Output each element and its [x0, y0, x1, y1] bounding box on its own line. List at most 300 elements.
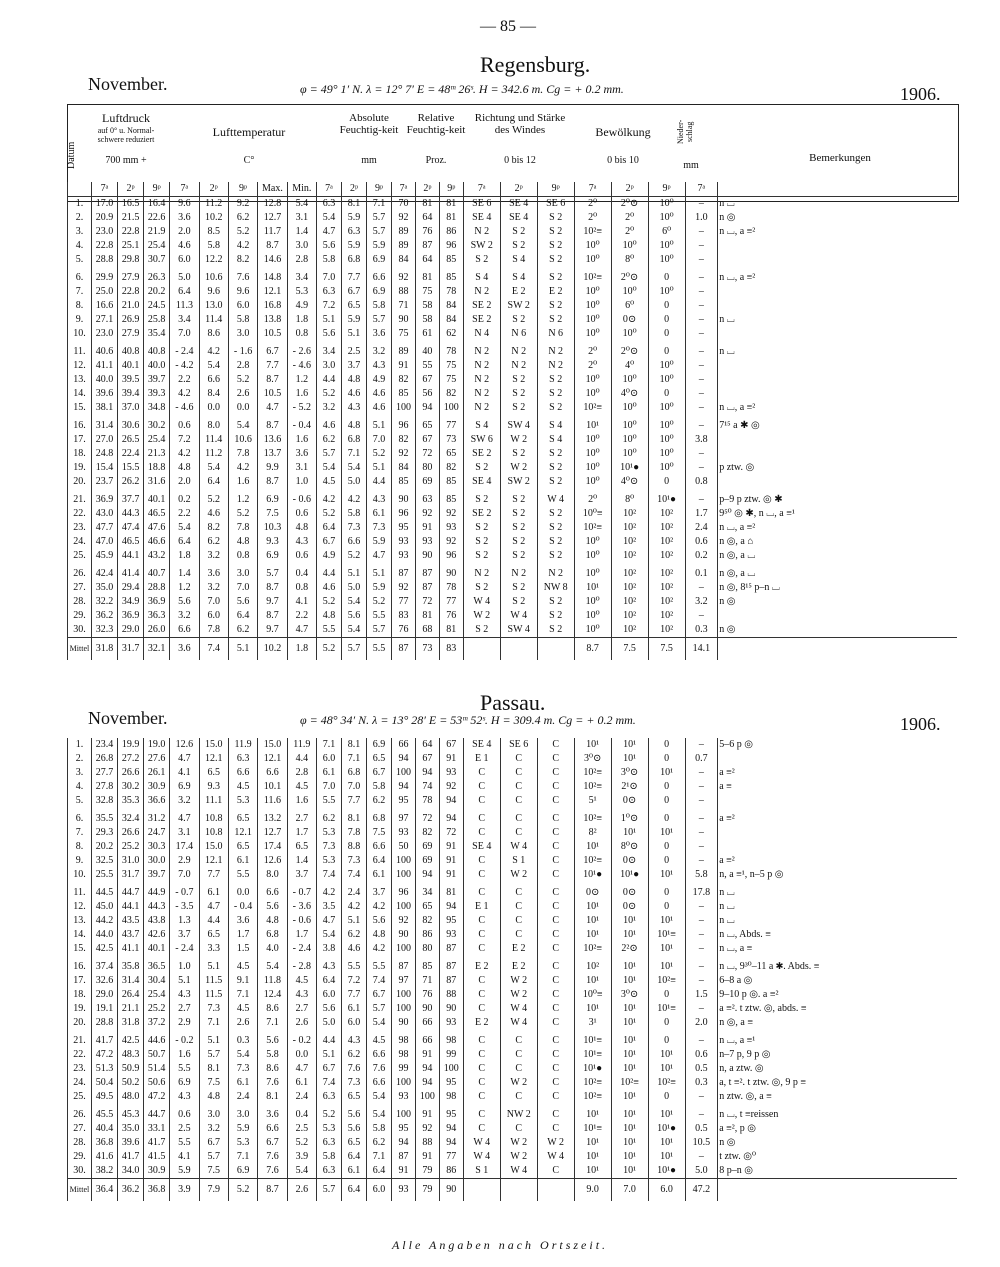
cell-temp-max: 5.6	[258, 1034, 287, 1048]
cell-cloud-9p: 0	[648, 854, 685, 868]
cell-temp-9p: 6.3	[228, 752, 257, 766]
cell-cloud-7a: 10¹	[574, 1108, 611, 1122]
cell-cloud-7a: 10¹	[574, 840, 611, 854]
cell-rel-hum-2p: 86	[415, 928, 439, 942]
mean-temp-9p: 5.2	[228, 1179, 257, 1202]
cell-temp-7a: 4.1	[170, 1150, 199, 1164]
cell-pressure-9p: 26.3	[144, 271, 170, 285]
cell-rel-hum-9p: 91	[439, 840, 463, 854]
cell-cloud-2p: 10⁰	[611, 285, 648, 299]
cell-pressure-9p: 51.4	[144, 1062, 170, 1076]
cell-cloud-9p: 0	[648, 271, 685, 285]
cell-temp-7a: 12.6	[170, 738, 199, 752]
cell-cloud-7a: 10¹≡	[574, 1048, 611, 1062]
cell-pressure-2p: 44.3	[118, 507, 144, 521]
cell-cloud-7a: 10⁰	[574, 475, 611, 489]
table-row	[68, 752, 958, 766]
cell-cloud-9p: 10⁰	[648, 433, 685, 447]
cell-temp-min: 4.3	[287, 535, 316, 549]
cell-abs-hum-7a: 4.7	[317, 225, 342, 239]
cell-wind-2p: W 2	[500, 1150, 537, 1164]
subheader-cloud-7a: 7ᵃ	[574, 182, 611, 197]
cell-pressure-2p: 34.0	[118, 1164, 144, 1179]
cell-abs-hum-7a: 5.2	[317, 1108, 342, 1122]
cell-cloud-9p: 10²≡	[648, 1076, 685, 1090]
cell-rel-hum-7a: 100	[392, 766, 416, 780]
cell-cloud-9p: 10⁰	[648, 253, 685, 267]
cell-abs-hum-7a: 5.4	[317, 461, 342, 475]
cell-pressure-9p: 20.2	[144, 285, 170, 299]
cell-wind-2p: E 2	[500, 285, 537, 299]
cell-precipitation: 2.4	[685, 521, 718, 535]
mean-pressure-7a: 36.4	[91, 1179, 117, 1202]
cell-abs-hum-2p: 6.4	[342, 1150, 367, 1164]
cell-wind-2p: N 2	[500, 359, 537, 373]
cell-wind-2p: S 2	[500, 313, 537, 327]
cell-abs-hum-9p: 6.4	[367, 854, 392, 868]
table-row	[68, 521, 958, 535]
cell-temp-min: - 4.6	[287, 359, 316, 373]
cell-abs-hum-2p: 4.2	[342, 900, 367, 914]
cell-wind-2p: SW 4	[500, 623, 537, 638]
cell-temp-7a: 4.7	[170, 752, 199, 766]
cell-remarks: 6–8 a ◎	[718, 974, 957, 988]
cell-temp-9p: 6.0	[228, 299, 257, 313]
cell-cloud-2p: 10¹	[611, 752, 648, 766]
cell-temp-2p: 11.5	[199, 974, 228, 988]
cell-temp-2p: 3.2	[199, 581, 228, 595]
cell-rel-hum-2p: 67	[415, 373, 439, 387]
cell-temp-min: - 0.2	[287, 1034, 316, 1048]
cell-temp-9p: 1.5	[228, 942, 257, 956]
cell-wind-2p: W 4	[500, 1002, 537, 1016]
cell-wind-2p: N 2	[500, 345, 537, 359]
cell-precipitation: 0.1	[685, 567, 718, 581]
cell-cloud-7a: 10²≡	[574, 854, 611, 868]
cell-pressure-7a: 50.4	[91, 1076, 117, 1090]
cell-pressure-2p: 25.1	[118, 239, 144, 253]
month-label-passau: November.	[88, 708, 168, 728]
cell-temp-9p: 4.2	[228, 461, 257, 475]
cell-abs-hum-2p: 5.0	[342, 475, 367, 489]
cell-day: 2.	[68, 752, 92, 766]
cell-pressure-2p: 43.5	[118, 914, 144, 928]
table-row	[68, 794, 958, 808]
cell-day: 27.	[68, 1122, 92, 1136]
cell-rel-hum-2p: 69	[415, 475, 439, 489]
cell-wind-9p: C	[537, 738, 574, 752]
cell-precipitation: 5.0	[685, 1164, 718, 1179]
cell-cloud-2p: 10²	[611, 595, 648, 609]
mean-cloud-9p: 7.5	[648, 638, 685, 661]
cell-rel-hum-2p: 65	[415, 419, 439, 433]
cell-wind-9p: C	[537, 868, 574, 882]
cell-pressure-2p: 48.0	[118, 1090, 144, 1104]
cell-precipitation: –	[685, 826, 718, 840]
cell-abs-hum-2p: 5.4	[342, 623, 367, 638]
table-row	[68, 780, 958, 794]
cell-abs-hum-9p: 6.6	[367, 271, 392, 285]
cell-wind-7a: C	[463, 780, 500, 794]
cell-day: 21.	[68, 493, 92, 507]
cell-temp-7a: 3.1	[170, 826, 199, 840]
cell-temp-9p: 7.3	[228, 1062, 257, 1076]
cell-abs-hum-7a: 5.2	[317, 507, 342, 521]
cell-cloud-2p: 10²≡	[611, 1076, 648, 1090]
cell-rel-hum-9p: 87	[439, 974, 463, 988]
cell-wind-9p: S 2	[537, 535, 574, 549]
cell-wind-9p: C	[537, 780, 574, 794]
mean-rel-hum-9p: 90	[439, 1179, 463, 1202]
cell-pressure-9p: 37.2	[144, 1016, 170, 1030]
cell-precipitation: –	[685, 345, 718, 359]
cell-wind-2p: S 2	[500, 507, 537, 521]
cell-rel-hum-7a: 87	[392, 1150, 416, 1164]
cell-cloud-7a: 10²≡	[574, 766, 611, 780]
cell-abs-hum-9p: 6.7	[367, 766, 392, 780]
cell-cloud-2p: 10¹	[611, 1062, 648, 1076]
cell-cloud-2p: 3⁰⊙	[611, 988, 648, 1002]
cell-wind-2p: W 4	[500, 609, 537, 623]
cell-day: 6.	[68, 271, 92, 285]
cell-temp-min: 2.7	[287, 1002, 316, 1016]
cell-rel-hum-7a: 92	[392, 271, 416, 285]
cell-wind-2p: C	[500, 794, 537, 808]
cell-abs-hum-2p: 7.7	[342, 988, 367, 1002]
cell-temp-min: - 0.6	[287, 914, 316, 928]
cell-temp-2p: 12.1	[199, 752, 228, 766]
cell-cloud-2p: 8⁰	[611, 253, 648, 267]
cell-day: 26.	[68, 1108, 92, 1122]
cell-temp-max: 13.2	[258, 812, 287, 826]
cell-temp-2p: 11.4	[199, 433, 228, 447]
cell-day: 13.	[68, 373, 92, 387]
cell-cloud-7a: 10¹	[574, 419, 611, 433]
cell-cloud-7a: 10⁰	[574, 373, 611, 387]
table-row	[68, 868, 958, 882]
cell-remarks: n ⌴, a ≡²	[718, 521, 957, 535]
cell-abs-hum-7a: 4.2	[317, 493, 342, 507]
cell-pressure-7a: 36.2	[91, 609, 117, 623]
cell-temp-7a: 2.2	[170, 507, 199, 521]
cell-temp-min: 1.7	[287, 826, 316, 840]
cell-rel-hum-7a: 94	[392, 780, 416, 794]
cell-rel-hum-9p: 85	[439, 493, 463, 507]
cell-cloud-7a: 10⁰	[574, 313, 611, 327]
cell-temp-7a: 7.0	[170, 327, 199, 341]
cell-precipitation: –	[685, 974, 718, 988]
cell-pressure-7a: 43.0	[91, 507, 117, 521]
cell-abs-hum-2p: 5.6	[342, 1122, 367, 1136]
cell-wind-7a: C	[463, 1048, 500, 1062]
cell-cloud-2p: 4⁰⊙	[611, 387, 648, 401]
cell-precipitation: 0.3	[685, 1076, 718, 1090]
cell-precipitation: –	[685, 447, 718, 461]
cell-abs-hum-7a: 6.0	[317, 752, 342, 766]
cell-rel-hum-7a: 100	[392, 1108, 416, 1122]
table-row	[68, 419, 958, 433]
cell-pressure-9p: 16.4	[144, 197, 170, 212]
cell-temp-max: 12.7	[258, 211, 287, 225]
cell-rel-hum-7a: 93	[392, 826, 416, 840]
cell-wind-9p: S 2	[537, 549, 574, 563]
cell-rel-hum-7a: 94	[392, 1136, 416, 1150]
cell-cloud-7a: 10⁰	[574, 535, 611, 549]
cell-cloud-9p: 0	[648, 780, 685, 794]
cell-cloud-2p: 2⁰⊙	[611, 271, 648, 285]
cell-remarks: n ◎, 8¹⁵ p–n ⌴	[718, 581, 957, 595]
cell-abs-hum-9p: 5.1	[367, 567, 392, 581]
cell-abs-hum-2p: 4.8	[342, 373, 367, 387]
cell-rel-hum-9p: 96	[439, 549, 463, 563]
cell-rel-hum-7a: 84	[392, 253, 416, 267]
cell-precipitation: –	[685, 1090, 718, 1104]
cell-abs-hum-9p: 5.9	[367, 581, 392, 595]
cell-abs-hum-9p: 3.2	[367, 345, 392, 359]
cell-temp-7a: 5.4	[170, 521, 199, 535]
cell-abs-hum-9p: 6.6	[367, 1076, 392, 1090]
cell-cloud-9p: 10²	[648, 535, 685, 549]
cell-temp-min: 2.7	[287, 812, 316, 826]
cell-remarks: n ⌴	[718, 886, 957, 900]
mean-row	[68, 1179, 958, 1202]
cell-precipitation: 17.8	[685, 886, 718, 900]
cell-wind-7a: N 2	[463, 387, 500, 401]
table-row	[68, 507, 958, 521]
cell-temp-max: 8.7	[258, 419, 287, 433]
cell-rel-hum-2p: 71	[415, 974, 439, 988]
cell-abs-hum-2p: 8.1	[342, 738, 367, 752]
cell-day: 9.	[68, 313, 92, 327]
subheader-day	[68, 182, 92, 197]
cell-cloud-2p: 10¹	[611, 1108, 648, 1122]
cell-temp-min: 3.1	[287, 461, 316, 475]
cell-temp-9p: 5.9	[228, 1122, 257, 1136]
cell-precipitation: 3.8	[685, 433, 718, 447]
table-row	[68, 1108, 958, 1122]
cell-rel-hum-7a: 93	[392, 535, 416, 549]
header-relative-humidity-unit: Proz.	[425, 155, 447, 166]
cell-precipitation: –	[685, 387, 718, 401]
cell-rel-hum-2p: 63	[415, 493, 439, 507]
cell-temp-max: 8.7	[258, 609, 287, 623]
cell-abs-hum-7a: 4.7	[317, 914, 342, 928]
cell-pressure-7a: 44.0	[91, 928, 117, 942]
cell-remarks: n–7 p, 9 p ◎	[718, 1048, 957, 1062]
cell-rel-hum-7a: 83	[392, 609, 416, 623]
cell-temp-max: 4.0	[258, 942, 287, 956]
mean-precipitation: 14.1	[685, 638, 718, 661]
cell-pressure-9p: 30.2	[144, 419, 170, 433]
cell-rel-hum-9p: 77	[439, 595, 463, 609]
cell-temp-9p: 7.1	[228, 1150, 257, 1164]
cell-temp-7a: 4.3	[170, 1090, 199, 1104]
cell-rel-hum-9p: 67	[439, 738, 463, 752]
table-row	[68, 609, 958, 623]
cell-precipitation: –	[685, 359, 718, 373]
cell-pressure-9p: 27.6	[144, 752, 170, 766]
cell-temp-max: 6.9	[258, 493, 287, 507]
cell-day: 7.	[68, 285, 92, 299]
cell-rel-hum-9p: 65	[439, 447, 463, 461]
cell-pressure-7a: 45.9	[91, 549, 117, 563]
cell-cloud-2p: 10²	[611, 507, 648, 521]
cell-precipitation: 1.5	[685, 988, 718, 1002]
cell-temp-min: 0.8	[287, 327, 316, 341]
cell-abs-hum-9p: 4.2	[367, 900, 392, 914]
cell-wind-2p: S 2	[500, 401, 537, 415]
cell-cloud-9p: 0	[648, 794, 685, 808]
cell-remarks: a ≡², p ◎	[718, 1122, 957, 1136]
cell-abs-hum-2p: 6.8	[342, 253, 367, 267]
cell-remarks	[718, 752, 957, 766]
cell-temp-7a: 11.3	[170, 299, 199, 313]
cell-rel-hum-7a: 94	[392, 752, 416, 766]
cell-cloud-7a: 10⁰	[574, 433, 611, 447]
cell-pressure-9p: 25.4	[144, 988, 170, 1002]
cell-rel-hum-9p: 93	[439, 1016, 463, 1030]
header-luftdruck-unit: 700 mm +	[105, 155, 147, 166]
cell-temp-min: 0.6	[287, 549, 316, 563]
cell-rel-hum-7a: 96	[392, 507, 416, 521]
cell-rel-hum-2p: 92	[415, 1122, 439, 1136]
cell-pressure-9p: 44.7	[144, 1108, 170, 1122]
cell-wind-9p: S 4	[537, 419, 574, 433]
cell-day: 25.	[68, 1090, 92, 1104]
cell-day: 10.	[68, 327, 92, 341]
header-wind: Richtung und Stärke des Windes	[474, 112, 566, 136]
cell-pressure-7a: 32.8	[91, 794, 117, 808]
cell-abs-hum-2p: 7.2	[342, 974, 367, 988]
cell-temp-2p: 8.1	[199, 1062, 228, 1076]
cell-temp-9p: 7.8	[228, 521, 257, 535]
cell-day: 11.	[68, 886, 92, 900]
cell-precipitation: –	[685, 1150, 718, 1164]
cell-wind-7a: C	[463, 1122, 500, 1136]
cell-abs-hum-2p: 6.3	[342, 225, 367, 239]
cell-cloud-2p: 1⁰⊙	[611, 812, 648, 826]
cell-pressure-2p: 42.5	[118, 1034, 144, 1048]
cell-temp-2p: 11.4	[199, 313, 228, 327]
cell-temp-min: 5.4	[287, 1164, 316, 1179]
mean-rel-hum-2p: 79	[415, 1179, 439, 1202]
cell-cloud-2p: 2¹⊙	[611, 780, 648, 794]
cell-abs-hum-7a: 5.8	[317, 253, 342, 267]
cell-wind-2p: NW 2	[500, 1108, 537, 1122]
cell-abs-hum-7a: 3.5	[317, 900, 342, 914]
cell-wind-2p: C	[500, 886, 537, 900]
cell-precipitation: 0.2	[685, 549, 718, 563]
cell-rel-hum-2p: 80	[415, 461, 439, 475]
cell-cloud-9p: 0	[648, 1034, 685, 1048]
cell-temp-2p: 6.5	[199, 766, 228, 780]
cell-temp-max: 10.1	[258, 780, 287, 794]
cell-remarks: 5–6 p ◎	[718, 738, 957, 752]
cell-temp-2p: 9.6	[199, 285, 228, 299]
cell-wind-9p: N 2	[537, 359, 574, 373]
cell-pressure-7a: 32.3	[91, 623, 117, 638]
cell-cloud-9p: 10¹●	[648, 1122, 685, 1136]
cell-cloud-9p: 10²	[648, 521, 685, 535]
cell-cloud-7a: 10¹	[574, 1164, 611, 1179]
cell-temp-7a: 6.9	[170, 780, 199, 794]
cell-abs-hum-9p: 4.6	[367, 401, 392, 415]
cell-pressure-2p: 46.5	[118, 535, 144, 549]
cell-temp-7a: 4.1	[170, 766, 199, 780]
cell-temp-min: 4.7	[287, 1062, 316, 1076]
cell-rel-hum-9p: 90	[439, 567, 463, 581]
cell-cloud-2p: 10²	[611, 567, 648, 581]
cell-abs-hum-2p: 4.6	[342, 387, 367, 401]
cell-wind-9p: C	[537, 752, 574, 766]
cell-abs-hum-9p: 7.3	[367, 521, 392, 535]
cell-precipitation: –	[685, 928, 718, 942]
cell-cloud-7a: 10¹≡	[574, 1122, 611, 1136]
cell-cloud-7a: 10¹	[574, 1136, 611, 1150]
cell-temp-min: 1.6	[287, 387, 316, 401]
cell-wind-7a: C	[463, 988, 500, 1002]
cell-temp-2p: 6.4	[199, 475, 228, 489]
cell-temp-7a: 1.3	[170, 914, 199, 928]
table-row	[68, 581, 958, 595]
mean-pressure-9p: 36.8	[144, 1179, 170, 1202]
cell-day: 10.	[68, 868, 92, 882]
cell-temp-9p: 1.6	[228, 475, 257, 489]
cell-abs-hum-7a: 6.3	[317, 1164, 342, 1179]
header-luftdruck-sub: auf 0° u. Normal-schwere reduziert	[97, 126, 155, 144]
cell-temp-7a: - 0.7	[170, 886, 199, 900]
cell-cloud-9p: 0	[648, 840, 685, 854]
cell-wind-2p: C	[500, 1034, 537, 1048]
cell-rel-hum-9p: 88	[439, 988, 463, 1002]
cell-day: 8.	[68, 840, 92, 854]
cell-remarks: n ⌴	[718, 345, 957, 359]
mean-cloud-2p: 7.5	[611, 638, 648, 661]
cell-abs-hum-9p: 4.7	[367, 549, 392, 563]
subheader-cloud-9p: 9ᵖ	[648, 182, 685, 197]
cell-day: 1.	[68, 197, 92, 212]
cell-cloud-9p: 6⁰	[648, 225, 685, 239]
cell-wind-7a: C	[463, 1034, 500, 1048]
subheader-temp-9p: 9ᵖ	[228, 182, 257, 197]
cell-pressure-2p: 39.4	[118, 387, 144, 401]
subheader-abs-hum-9p: 9ᵖ	[367, 182, 392, 197]
cell-rel-hum-9p: 82	[439, 461, 463, 475]
cell-cloud-9p: 10²	[648, 609, 685, 623]
cell-precipitation: –	[685, 738, 718, 752]
cell-temp-2p: 5.4	[199, 359, 228, 373]
mean-cloud-7a: 9.0	[574, 1179, 611, 1202]
table-row	[68, 928, 958, 942]
cell-temp-9p: 6.4	[228, 609, 257, 623]
cell-rel-hum-9p: 100	[439, 1062, 463, 1076]
cell-cloud-7a: 10⁰	[574, 285, 611, 299]
cell-pressure-9p: 18.8	[144, 461, 170, 475]
cell-wind-7a: S 2	[463, 493, 500, 507]
mean-day: Mittel	[68, 1179, 92, 1202]
cell-wind-2p: C	[500, 1062, 537, 1076]
cell-wind-7a: N 2	[463, 373, 500, 387]
cell-remarks: a ≡². t ztw. ◎, abds. ≡	[718, 1002, 957, 1016]
header-absolute-humidity: Absolute Feuchtig-keit	[339, 112, 399, 136]
cell-wind-9p: C	[537, 928, 574, 942]
cell-pressure-7a: 40.0	[91, 373, 117, 387]
cell-cloud-9p: 0	[648, 988, 685, 1002]
cell-pressure-2p: 26.6	[118, 826, 144, 840]
cell-pressure-2p: 43.7	[118, 928, 144, 942]
cell-pressure-9p: 36.5	[144, 960, 170, 974]
cell-abs-hum-9p: 4.4	[367, 475, 392, 489]
